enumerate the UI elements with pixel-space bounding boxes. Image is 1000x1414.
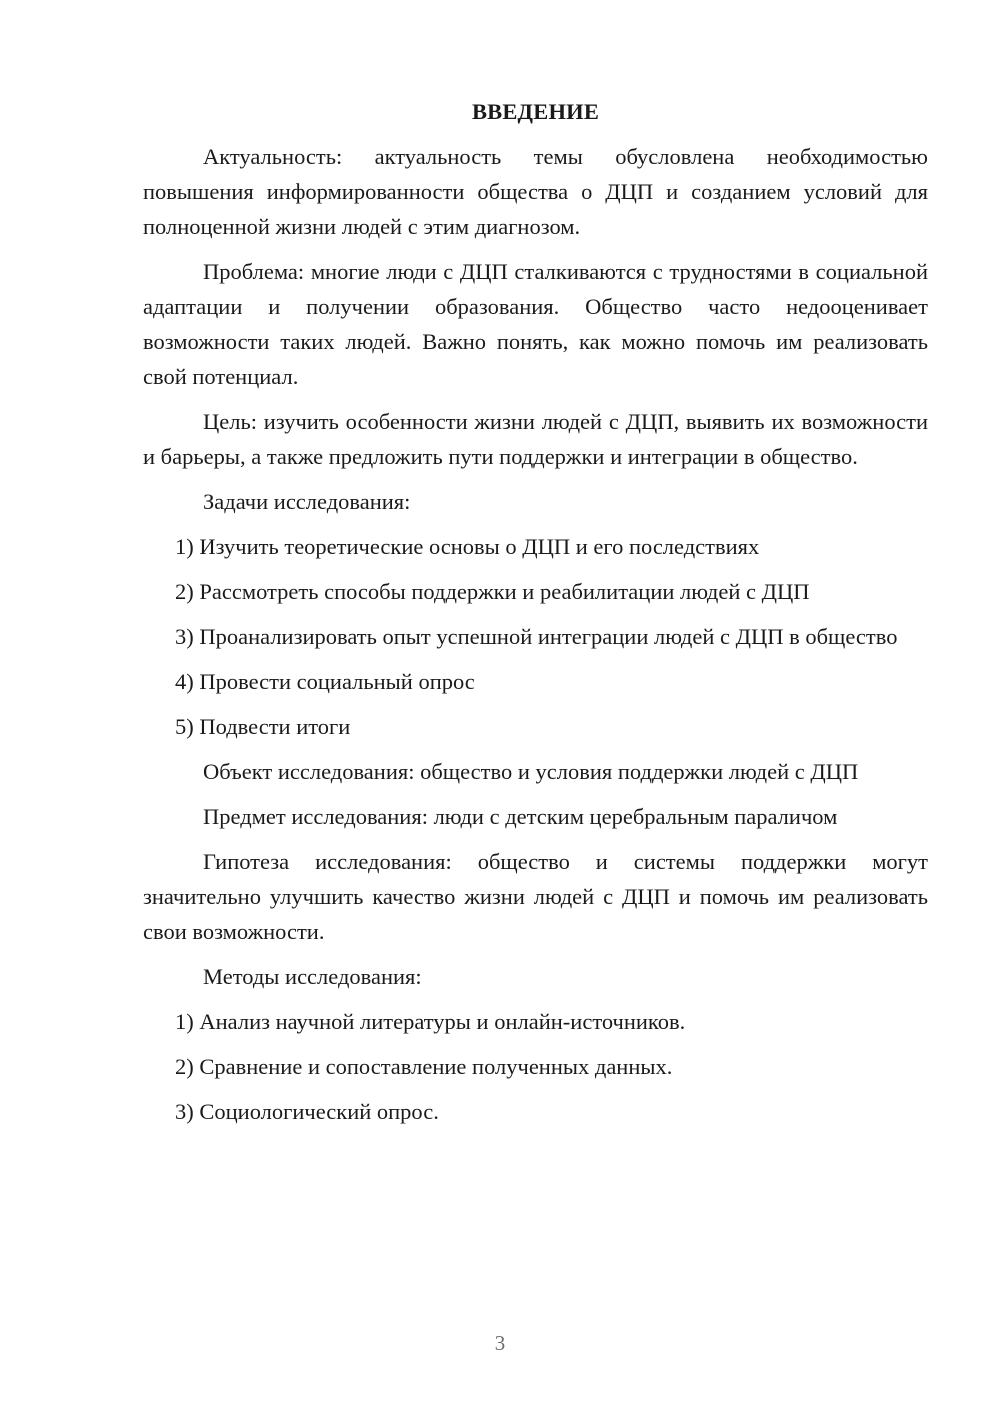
goal-paragraph: Цель: изучить особенности жизни людей с ДЦП, выявить их возможности и барьеры, а также предложить пути поддержки и интеграции в общество. (143, 409, 928, 469)
task-item: 3) Проанализировать опыт успешной интеграции людей с ДЦП в общество (175, 624, 898, 649)
document-page (143, 94, 928, 1139)
task-item: 4) Провести социальный опрос (175, 669, 475, 694)
tasks-heading: Задачи исследования: (203, 489, 411, 514)
method-item: 2) Сравнение и сопоставление полученных данных. (175, 1054, 673, 1079)
method-item: 1) Анализ научной литературы и онлайн-источников. (175, 1009, 686, 1034)
method-item: 3) Социологический опрос. (175, 1099, 439, 1124)
task-item: 5) Подвести итоги (175, 714, 351, 739)
problem-paragraph: Проблема: многие люди с ДЦП сталкиваются с трудностями в социальной адаптации и получении образования. Общество часто недооценивает возможности таких людей. Важно понять, как можно помочь им реализовать свой потенциал. (143, 259, 928, 389)
section-title: ВВЕДЕНИЕ (471, 99, 600, 124)
relevance-paragraph: Актуальность: актуальность темы обусловлена необходимостью повышения информированности общества о ДЦП и созданием условий для полноценной жизни людей с этим диагнозом. (143, 144, 928, 239)
methods-heading: Методы исследования: (203, 964, 422, 989)
page-number: 3 (494, 1331, 506, 1355)
subject-paragraph: Предмет исследования: люди с детским церебральным параличом (203, 804, 838, 829)
task-item: 2) Рассмотреть способы поддержки и реабилитации людей с ДЦП (175, 579, 810, 604)
task-item: 1) Изучить теоретические основы о ДЦП и его последствиях (175, 534, 760, 559)
object-paragraph: Объект исследования: общество и условия поддержки людей с ДЦП (203, 759, 859, 784)
hypothesis-paragraph: Гипотеза исследования: общество и системы поддержки могут значительно улучшить качество жизни людей с ДЦП и помочь им реализовать свои возможности. (143, 849, 928, 944)
